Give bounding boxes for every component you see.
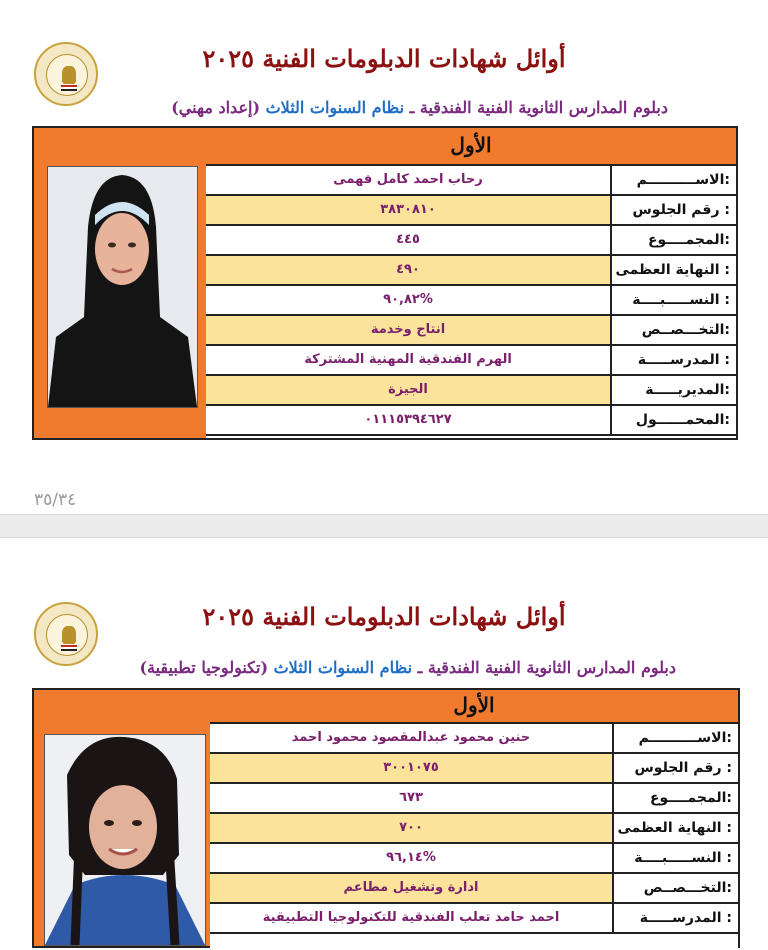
subtitle-main: دبلوم المدارس الثانوية الفنية الفندقية ـ bbox=[404, 98, 668, 117]
info-label: الاســــــــــم: bbox=[612, 166, 736, 194]
info-label: المجمــــوع: bbox=[612, 226, 736, 254]
info-label: النهاية العظمى : bbox=[612, 256, 736, 284]
rank-header: الأول bbox=[206, 128, 736, 166]
info-value: ٦٧٣ bbox=[210, 784, 614, 812]
info-row bbox=[206, 286, 736, 316]
info-row bbox=[206, 196, 736, 226]
info-row bbox=[206, 166, 736, 196]
info-row bbox=[206, 256, 736, 286]
subtitle-system: نظام السنوات الثلاث bbox=[260, 98, 405, 117]
portrait-image bbox=[45, 735, 205, 945]
info-value: احمد حامد تعلب الفندقية للتكنولوجيا التطبيقية bbox=[210, 904, 614, 932]
info-value: حنين محمود عبدالمقصود محمود احمد bbox=[210, 724, 614, 752]
info-label: المدرســـــة : bbox=[612, 346, 736, 374]
info-row bbox=[210, 814, 738, 844]
info-row bbox=[206, 226, 736, 256]
subtitle-system: نظام السنوات الثلاث bbox=[268, 658, 413, 677]
info-label: المجمــــوع: bbox=[614, 784, 738, 812]
info-value: ٧٠٠ bbox=[210, 814, 614, 842]
info-value: الهرم الفندقية المهنية المشتركة bbox=[206, 346, 612, 374]
rank-header: الأول bbox=[210, 690, 738, 724]
portrait-image bbox=[48, 167, 197, 407]
info-label: النســـــبــــة : bbox=[614, 844, 738, 872]
page-title: أوائل شهادات الدبلومات الفنية ٢٠٢٥ bbox=[202, 44, 566, 73]
info-label: المدرســـــة : bbox=[614, 904, 738, 932]
info-row bbox=[210, 904, 738, 934]
info-row bbox=[210, 784, 738, 814]
info-row bbox=[210, 754, 738, 784]
info-row bbox=[206, 316, 736, 346]
info-value: رحاب احمد كامل فهمى bbox=[206, 166, 612, 194]
info-value: انتاج وخدمة bbox=[206, 316, 612, 344]
student-photo bbox=[47, 166, 198, 408]
info-label: المحمــــــول: bbox=[612, 406, 736, 434]
info-label: المديريـــــة: bbox=[612, 376, 736, 404]
student-info-table bbox=[210, 724, 738, 950]
info-row bbox=[210, 874, 738, 904]
info-row bbox=[206, 406, 736, 436]
info-value: %٩٠,٨٢ bbox=[206, 286, 612, 314]
info-value: ٣٠٠١٠٧٥ bbox=[210, 754, 614, 782]
student-card bbox=[32, 688, 740, 948]
info-value: الجيزة bbox=[206, 376, 612, 404]
info-value: ٤٤٥ bbox=[206, 226, 612, 254]
subtitle-main: دبلوم المدارس الثانوية الفنية الفندقية ـ bbox=[412, 658, 676, 677]
student-card bbox=[32, 126, 738, 440]
info-label: الاســــــــــم: bbox=[614, 724, 738, 752]
info-row bbox=[210, 724, 738, 754]
info-value: ٠١١١٥٣٩٤٦٢٧ bbox=[206, 406, 612, 434]
info-label: النســـــبــــة : bbox=[612, 286, 736, 314]
certificate-page-2 bbox=[0, 538, 768, 936]
info-row bbox=[210, 844, 738, 874]
page-title: أوائل شهادات الدبلومات الفنية ٢٠٢٥ bbox=[202, 602, 566, 631]
info-label: رقم الجلوس : bbox=[612, 196, 736, 224]
info-label: رقم الجلوس : bbox=[614, 754, 738, 782]
info-value: ادارة وتشغيل مطاعم bbox=[210, 874, 614, 902]
info-label: التخـــصــص: bbox=[614, 874, 738, 902]
info-row bbox=[206, 376, 736, 406]
subtitle-track: (إعداد مهني) bbox=[171, 98, 261, 117]
student-info-table bbox=[206, 166, 736, 438]
student-photo bbox=[44, 734, 206, 946]
page-indicator: ٣٥/٣٤ bbox=[34, 490, 77, 510]
page-subtitle bbox=[171, 98, 668, 117]
info-value: ٣٨٣٠٨١٠ bbox=[206, 196, 612, 224]
info-row bbox=[206, 346, 736, 376]
page-separator bbox=[0, 514, 768, 538]
info-label: التخـــصــص: bbox=[612, 316, 736, 344]
page-subtitle bbox=[139, 658, 676, 677]
info-value: ٤٩٠ bbox=[206, 256, 612, 284]
info-label: النهاية العظمى : bbox=[614, 814, 738, 842]
subtitle-track: (تكنولوجيا تطبيقية) bbox=[139, 658, 269, 677]
info-value: %٩٦,١٤ bbox=[210, 844, 614, 872]
